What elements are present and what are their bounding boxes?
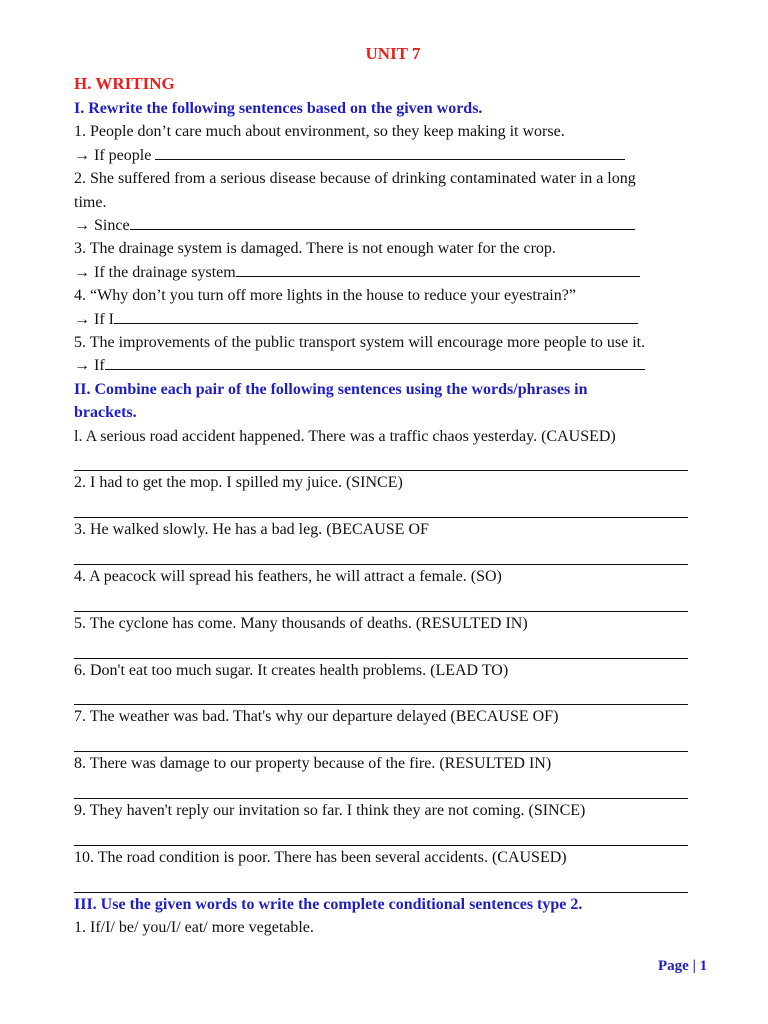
part2-item-2: 2. I had to get the mop. I spilled my juice. (SINCE)	[74, 474, 403, 492]
section-title: H. WRITING	[74, 74, 175, 93]
part1-item-2-prompt: → Since	[74, 217, 130, 235]
part1-item-3-prompt: → If the drainage system	[74, 263, 236, 281]
part2-item-1-answer-line[interactable]	[74, 448, 688, 471]
part1-item-1-answer	[74, 144, 734, 167]
part2-heading-cont: brackets.	[74, 404, 137, 422]
part1-item-1-prompt: → If people	[74, 146, 152, 164]
part2-item-1: l. A serious road accident happened. There was a traffic chaos yesterday. (CAUSED)	[74, 427, 616, 445]
part2-item-10-answer-line[interactable]	[74, 869, 688, 892]
part1-item-5-prompt: → If	[74, 357, 105, 375]
part1-item-3-answer	[74, 261, 734, 284]
part1-item-5-sentence: 5. The improvements of the public transport system will encourage more people to use it.	[74, 334, 646, 352]
part2-item-10: 10. The road condition is poor. There has been several accidents. (CAUSED)	[74, 848, 567, 866]
part2-item-5-answer-line[interactable]	[74, 635, 688, 658]
part1-item-5-blank[interactable]	[105, 355, 645, 370]
part1-item-3-blank[interactable]	[236, 262, 640, 277]
part1-item-1-blank[interactable]	[155, 145, 625, 160]
part3-item-1: 1. If/I/ be/ you/I/ eat/ more vegetable.	[74, 919, 314, 937]
part2-item-9-answer-line[interactable]	[74, 822, 688, 845]
part1-item-2-blank[interactable]	[130, 215, 635, 230]
part2-item-8: 8. There was damage to our property because of the fire. (RESULTED IN)	[74, 755, 552, 773]
part1-item-4-prompt: → If I	[74, 310, 114, 328]
part2-item-4: 4. A peacock will spread his feathers, he will attract a female. (SO)	[74, 568, 502, 586]
part1-item-2-answer	[74, 214, 734, 237]
part2-item-3-answer-line[interactable]	[74, 542, 688, 565]
part1-heading: I. Rewrite the following sentences based on the given words.	[74, 100, 483, 117]
part1-item-4-blank[interactable]	[114, 309, 638, 324]
part2-item-7: 7. The weather was bad. That's why our departure delayed (BECAUSE OF)	[74, 708, 559, 726]
part2-item-7-answer-line[interactable]	[74, 729, 688, 752]
worksheet-content	[74, 71, 734, 939]
part1-item-4-answer	[74, 308, 734, 331]
part2-item-3: 3. He walked slowly. He has a bad leg. (BECAUSE OF	[74, 521, 429, 539]
part2-item-5: 5. The cyclone has come. Many thousands of deaths. (RESULTED IN)	[74, 614, 528, 632]
part1-item-2-sentence: 2. She suffered from a serious disease because of drinking contaminated water in a long	[74, 170, 636, 188]
part2-item-6: 6. Don't eat too much sugar. It creates health problems. (LEAD TO)	[74, 661, 509, 679]
unit-title: UNIT 7	[365, 44, 421, 63]
part1-item-2-sentence-cont: time.	[74, 193, 107, 211]
part1-item-3-sentence: 3. The drainage system is damaged. There is not enough water for the crop.	[74, 240, 556, 258]
part1-item-1-sentence: 1. People don’t care much about environment, so they keep making it worse.	[74, 123, 565, 141]
part2-item-4-answer-line[interactable]	[74, 588, 688, 611]
page-number: Page | 1	[658, 958, 708, 974]
part2-heading: II. Combine each pair of the following sentences using the words/phrases in	[74, 380, 588, 398]
part2-item-2-answer-line[interactable]	[74, 495, 688, 518]
part2-item-6-answer-line[interactable]	[74, 682, 688, 705]
part3-heading: III. Use the given words to write the complete conditional sentences type 2.	[74, 895, 583, 913]
part2-item-8-answer-line[interactable]	[74, 776, 688, 799]
part1-item-5-answer	[74, 354, 734, 377]
part2-item-9: 9. They haven't reply our invitation so far. I think they are not coming. (SINCE)	[74, 802, 586, 820]
part1-item-4-sentence: 4. “Why don’t you turn off more lights in the house to reduce your eyestrain?”	[74, 287, 576, 305]
